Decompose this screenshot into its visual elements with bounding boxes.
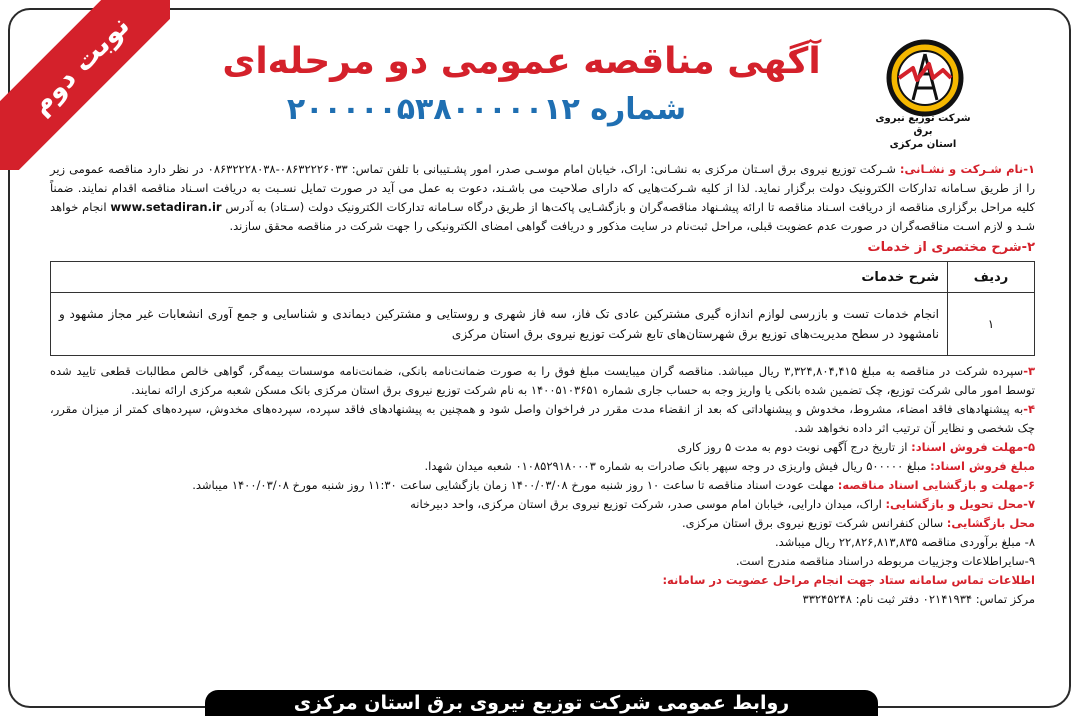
logo-caption-line2: استان مرکزی [889,139,957,150]
sale-price [50,457,1035,476]
section-1-heading: ۱-نام شـرکت و نشـانی: [899,162,1036,176]
opening-place [50,514,1035,533]
section-6 [50,476,1035,495]
section-1-text: شـرکت توزیع نیروی برق اسـتان مرکزی به نشـانی: اراک، خیابان امام موسـی صدر، امور پشـتیبانی با تلفن تماس: ۰۸۶۳۲۲۲۶۰۳۳-۰۸۶۳۲۲۲۸۰۳۸ در نظر دارد مناقصه عمومی زیر را از طریق سـامانه تدارکات الکترونیک دولت برگزار نماید. لذا از کلیه شـرکت‌هایی که دارای صلاحیت می باشـند، دعوت به عمل می آید در صورت تمایل نسـبت به دریافت اسـناد مناقصه اقدام نمایند. ضمناً کلیه مراحل برگزاری مناقصه از دریافت اسـناد مناقصه تا ارائه پیشـنهاد مناقصه‌گران و بازگشـایی پاکت‌ها از طریق درگاه سـامانه تدارکات الکترونیک دولت (سـتاد) به آدرس [50,162,1036,214]
tender-number: شماره ۲۰۰۰۰۰۵۳۸۰۰۰۰۰۱۲ [286,92,687,127]
advertisement-body [50,160,1035,609]
section-5 [50,438,1035,457]
table-row [51,293,1035,356]
section-8: ۸- مبلغ برآوردی مناقصه ۲۲,۸۲۶,۸۱۳,۸۳۵ ریال میباشد. [774,535,1035,549]
section-9: ۹-سایراطلاعات وجزییات مربوطه دراسناد مناقصه مندرج است. [735,554,1035,568]
services-table [50,261,1035,356]
section-5-heading: ۵-مهلت فروش اسناد: [911,440,1035,454]
section-3-text: سپرده شرکت در مناقصه به مبلغ ۳,۳۲۴,۸۰۴,۴۱۵ ریال میباشد. مناقصه گران میبایست مبلغ فوق را به صورت ضمانت‌نامه بانکی، ضمانت‌نامه موسسات بیمه‌گر، گواهی خالص مطالبات قطعی تایید شده توسط امور مالی شرکت توزیع، چک تضمین شده بانکی یا واریز وجه به حساب جاری شماره ۱۴۰۰۵۱۰۳۶۵۱ به نام شرکت توزیع نیروی برق استان مرکزی بانک مسکن شعبه مرکزی ارائه نمایند. [50,364,1035,397]
opening-place-heading: محل بازگشایی: [946,516,1035,530]
section-6-heading: ۶-مهلت و بازگشایی اسناد مناقصه: [837,478,1035,492]
section-4 [50,400,1035,438]
section-3 [50,362,1035,400]
col-row-number: ردیف [948,262,1035,293]
section-3-heading: ۳- [1023,364,1035,378]
setad-website-link[interactable]: www.setadiran.ir [110,200,222,214]
footer-banner: روابط عمومی شرکت توزیع نیروی برق استان مرکزی [205,690,878,716]
corner-ribbon [0,0,170,170]
section-1-text-end: انجام خواهد شـد و لازم اسـت مناقصه‌گران در صورت عدم عضویت قبلی، مراحل ثبت‌نام در سایت مذکور و دریافت گواهی امضای الکترونیکی را جهت شرکت در مناقصه محقق سازند. [50,200,1035,233]
col-service-description: شرح خدمات [51,262,948,293]
logo-caption [868,112,978,151]
services-table-header [51,262,1035,293]
section-7-heading: ۷-محل تحویل و بازگشایی: [885,497,1035,511]
section-1 [50,160,1035,236]
section-4-heading: ۴- [1023,402,1035,416]
sale-price-text: مبلغ ۵۰۰۰۰۰ ریال فیش واریزی در وجه سپهر بانک صادرات به شماره ۰۱۰۸۵۲۹۱۸۰۰۰۳ شعبه میدان شهدا. [424,459,927,473]
corner-badge: نوبت دوم [24,9,136,121]
section-2-heading: ۲-شرح مختصری از خدمات [867,240,1035,255]
power-pylon-logo-icon [885,38,965,118]
corner-band [0,0,170,170]
opening-place-text: سالن کنفرانس شرکت توزیع نیروی برق استان مرکزی. [681,516,944,530]
section-7-text: اراک، میدان دارایی، خیابان امام موسی صدر، شرکت توزیع نیروی برق استان مرکزی، واحد دبیرخانه [410,497,882,511]
row-number-cell: ۱ [948,293,1035,356]
section-5-text: از تاریخ درج آگهی نوبت دوم به مدت ۵ روز کاری [677,440,908,454]
service-description-cell: انجام خدمات تست و بازرسی لوازم اندازه گیری مشترکین عادی تک فاز، سه فاز شهری و روستایی و مشترکین دیماندی و شناسایی و جمع آوری انشعابات غیر مجاز مشهود و نامشهود در سطح مدیریت‌های توزیع برق شهرستان‌های تابع شرکت توزیع نیروی برق استان مرکزی [51,293,948,356]
contact-heading: اطلاعات تماس سامانه ستاد جهت انجام مراحل عضویت در سامانه: [662,573,1035,587]
sale-price-heading: مبلغ فروش اسناد: [930,459,1035,473]
section-7 [50,495,1035,514]
section-4-text: به پیشنهادهای فاقد امضاء، مشروط، مخدوش و پیشنهاداتی که بعد از انقضاء مدت مقرر در فراخوان واصل شود و همچنین به پیشنهادهای فاقد سپرده، سپرده‌های مخدوش، سپرده‌های کمتر از میزان مقرر، چک شخصی و نظایر آن ترتیب اثر داده نخواهد شد. [50,402,1035,435]
contact-text: مرکز تماس: ۰۲۱۴۱۹۳۴ دفتر ثبت نام: ۳۳۲۴۵۲۴۸ [802,592,1035,606]
page-title: آگهی مناقصه عمومی دو مرحله‌ای [222,41,821,82]
logo-caption-line1: شرکت توزیع نیروی برق [875,113,971,137]
section-6-text: مهلت عودت اسناد مناقصه تا ساعت ۱۰ روز شنبه مورخ ۱۴۰۰/۰۳/۰۸ زمان بازگشایی ساعت ۱۱:۳۰ روز شنبه مورخ ۱۴۰۰/۰۳/۰۸ میباشد. [192,478,835,492]
